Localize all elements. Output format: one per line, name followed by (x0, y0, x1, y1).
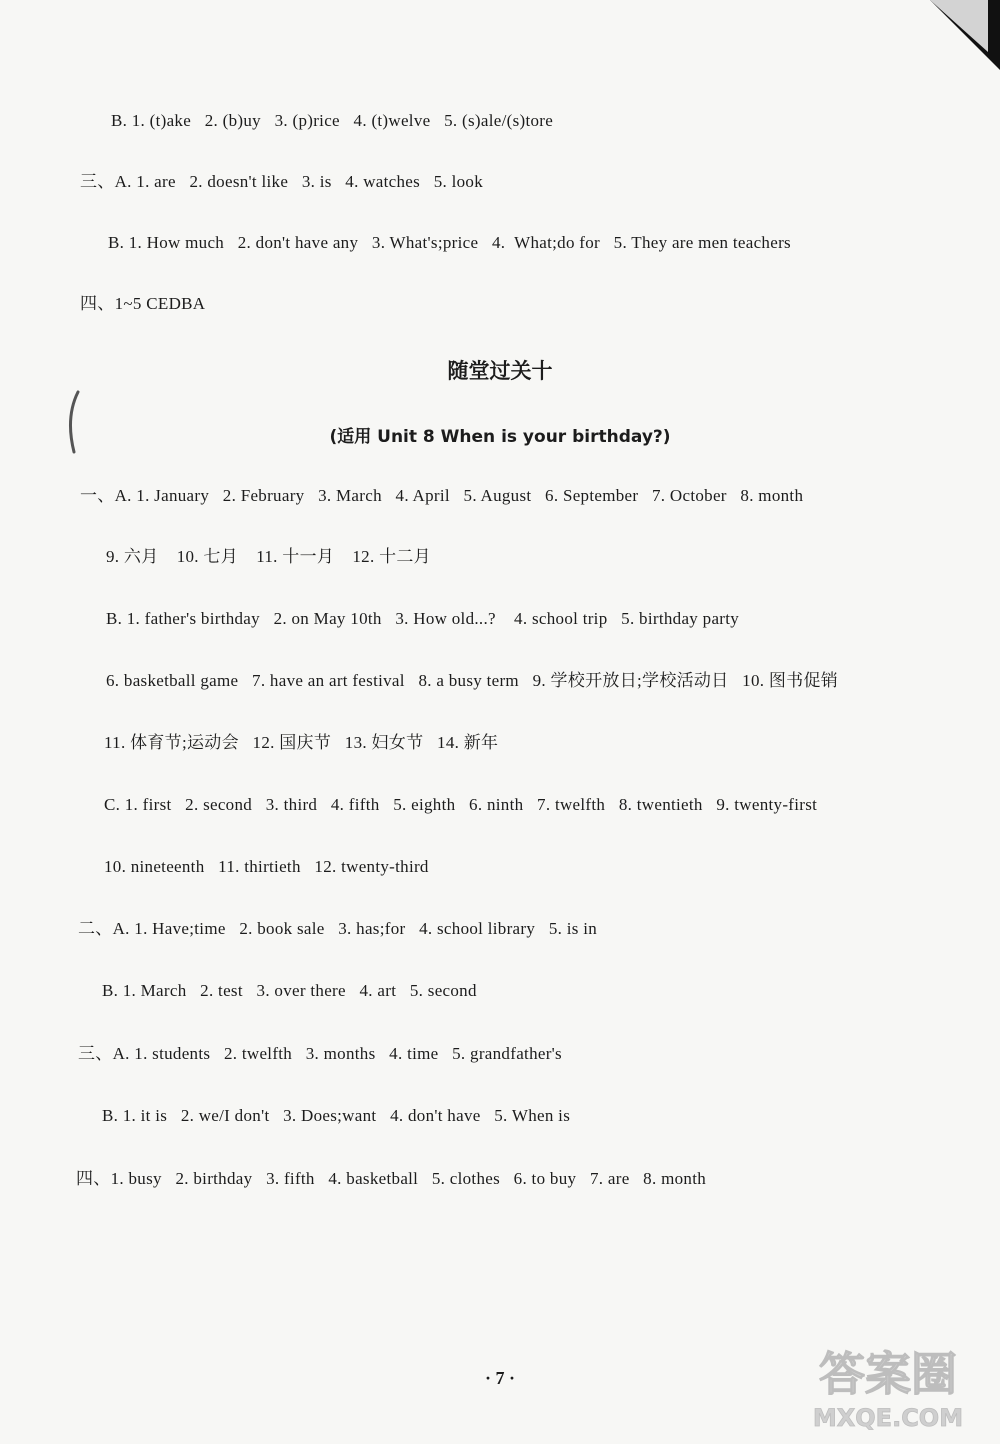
page-number: · 7 · (484, 1368, 515, 1388)
answer-line: 10. nineteenth 11. thirtieth 12. twenty-third (104, 857, 429, 876)
answer-line: B. 1. father's birthday 2. on May 10th 3. How old...? 4. school trip 5. birthday party (106, 609, 740, 628)
answer-line: 11. 体育节;运动会 12. 国庆节 13. 妇女节 14. 新年 (104, 733, 499, 752)
answer-line: 二、A. 1. Have;time 2. book sale 3. has;for 4. school library 5. is in (78, 919, 598, 938)
answer-line: 三、A. 1. students 2. twelfth 3. months 4. time 5. grandfather's (78, 1044, 562, 1063)
answer-line: 四、1. busy 2. birthday 3. fifth 4. basketball 5. clothes 6. to buy 7. are 8. month (76, 1169, 707, 1188)
answer-line-si: 四、1~5 CEDBA (80, 294, 206, 313)
answer-line: 6. basketball game 7. have an art festival 8. a busy term 9. 学校开放日;学校活动日 10. 图书促销 (106, 671, 839, 690)
answer-line: B. 1. March 2. test 3. over there 4. art 5. second (102, 981, 477, 1000)
section-subtitle: (适用 Unit 8 When is your birthday?) (329, 427, 671, 447)
answer-line: C. 1. first 2. second 3. third 4. fifth 5. eighth 6. ninth 7. twelfth 8. twentieth 9. twenty-first (104, 795, 818, 814)
watermark-logo (798, 1338, 978, 1438)
answer-line: B. 1. it is 2. we/I don't 3. Does;want 4. don't have 5. When is (102, 1106, 571, 1125)
svg-text:MXQE.COM: MXQE.COM (812, 1404, 964, 1432)
answer-line: 9. 六月 10. 七月 11. 十一月 12. 十二月 (106, 547, 431, 566)
answer-line-san-a: 三、A. 1. are 2. doesn't like 3. is 4. watches 5. look (80, 172, 484, 191)
answer-line-b: B. 1. (t)ake 2. (b)uy 3. (p)rice 4. (t)welve 5. (s)ale/(s)tore (111, 111, 554, 130)
scan-smudge-mark (66, 388, 86, 458)
section-title: 随堂过关十 (447, 359, 553, 383)
answer-line-san-b: B. 1. How much 2. don't have any 3. What's;price 4. What;do for 5. They are men teachers (108, 233, 791, 252)
svg-text:答案圈: 答案圈 (819, 1347, 957, 1401)
folded-corner-shadow (930, 0, 1000, 70)
answer-line: 一、A. 1. January 2. February 3. March 4. April 5. August 6. September 7. October 8. month (80, 486, 804, 505)
